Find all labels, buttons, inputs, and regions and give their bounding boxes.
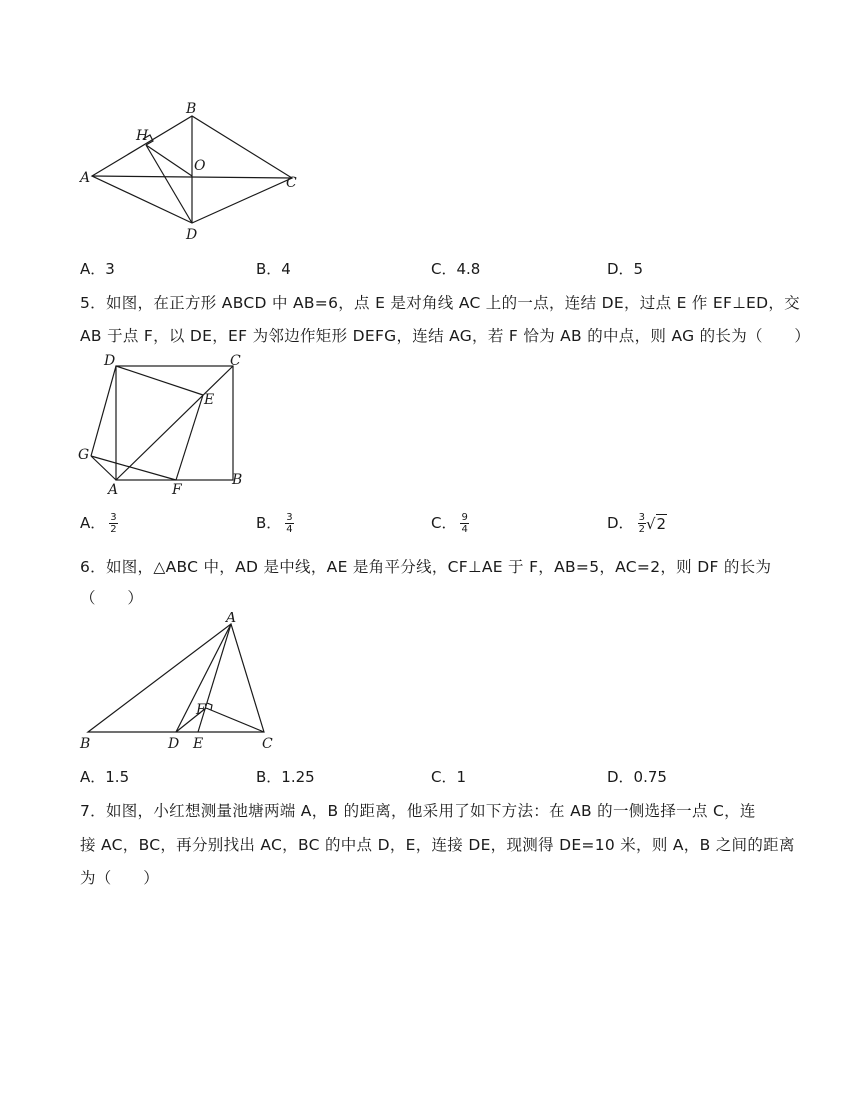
q5-option-d-sqrt: [646, 515, 667, 533]
q5-option-b-prefix: B．: [256, 514, 282, 532]
q5-option-a-prefix: A．: [80, 514, 106, 532]
q5-option-d-prefix: D．: [607, 514, 634, 532]
q5-option-d-numerator: 3: [638, 512, 645, 523]
q5-option-d: [607, 512, 667, 535]
q5-option-b-denominator: 4: [286, 524, 293, 535]
q6-stem-line1: 6．如图，△ABC 中，AD 是中线，AE 是角平分线，CF⊥AE 于 F，AB=5，AC=2，则 DF 的长为: [80, 558, 772, 576]
q6-triangle-figure: [76, 612, 286, 754]
q4-option-a: A．3: [80, 260, 115, 278]
q5-square-figure: [76, 352, 251, 500]
q5-option-b-numerator: 3: [286, 512, 293, 523]
q5-option-d-radicand: 2: [656, 514, 667, 533]
q6-label-a: A: [226, 612, 237, 626]
q6-label-e: E: [193, 736, 204, 752]
q5-label-a: A: [108, 482, 119, 498]
q5-option-c-prefix: C．: [431, 514, 457, 532]
q4-label-b: B: [186, 101, 197, 117]
q4-label-h: H: [136, 128, 149, 144]
q5-option-c-denominator: 4: [461, 524, 468, 535]
q5-option-c: [431, 512, 469, 535]
q4-segment-hd: [146, 145, 192, 223]
q6-triangle-abc: [88, 624, 264, 732]
q5-segment-gd: [91, 366, 116, 456]
q6-stem-line2: （ ）: [80, 589, 144, 607]
q7-stem-line1: 7．如图，小红想测量池塘两端 A，B 的距离，他采用了如下方法：在 AB 的一侧选择一点 C，连: [80, 802, 756, 820]
q4-rhombus-figure: [78, 98, 308, 243]
q5-label-c: C: [230, 353, 241, 369]
q6-label-f: F: [196, 702, 206, 718]
q5-option-d-fraction: [638, 512, 646, 535]
q5-diagonal-ac: [116, 366, 233, 480]
q5-stem-line1: 5．如图，在正方形 ABCD 中 AB=6，点 E 是对角线 AC 上的一点，连结 DE，过点 E 作 EF⊥ED，交: [80, 294, 800, 312]
q5-option-a-fraction: [109, 512, 117, 535]
q4-option-b: B．4: [256, 260, 291, 278]
q6-option-d: D．0.75: [607, 768, 667, 786]
q4-segment-ho: [146, 145, 192, 176]
q6-option-a: A．1.5: [80, 768, 130, 786]
q4-label-c: C: [286, 175, 297, 191]
q5-option-c-numerator: 9: [461, 512, 468, 523]
q6-segment-cf: [206, 708, 264, 732]
q6-option-c: C．1: [431, 768, 467, 786]
q5-label-d: D: [104, 353, 116, 369]
q5-option-c-fraction: [460, 512, 468, 535]
q5-option-d-denominator: 2: [638, 524, 645, 535]
q5-option-b: [256, 512, 294, 535]
q5-label-e: E: [204, 392, 215, 408]
q6-label-d: D: [168, 736, 180, 752]
q5-option-d-sqrt-sign: √: [645, 514, 656, 533]
q5-label-f: F: [172, 482, 182, 498]
q6-label-b: B: [80, 736, 91, 752]
q5-stem-line2: AB 于点 F，以 DE，EF 为邻边作矩形 DEFG，连结 AG，若 F 恰为 AB 的中点，则 AG 的长为（ ）: [80, 327, 811, 345]
q7-stem-line2: 接 AC，BC，再分别找出 AC，BC 的中点 D，E，连接 DE，现测得 DE=10 米，则 A，B 之间的距离: [80, 836, 795, 854]
q5-segment-de: [116, 366, 203, 395]
q5-option-a: [80, 512, 118, 535]
q5-label-b: B: [232, 472, 243, 488]
q4-option-d: D．5: [607, 260, 644, 278]
q4-option-c: C．4.8: [431, 260, 481, 278]
q5-option-a-denominator: 2: [110, 524, 117, 535]
q4-label-d: D: [186, 227, 198, 243]
q4-label-a: A: [80, 170, 91, 186]
q7-stem-line3: 为（ ）: [80, 869, 160, 887]
q5-option-b-fraction: [285, 512, 293, 535]
q6-option-b: B．1.25: [256, 768, 315, 786]
q5-option-a-numerator: 3: [110, 512, 117, 523]
q4-label-o: O: [194, 158, 206, 174]
q5-label-g: G: [78, 447, 90, 463]
q6-label-c: C: [262, 736, 273, 752]
